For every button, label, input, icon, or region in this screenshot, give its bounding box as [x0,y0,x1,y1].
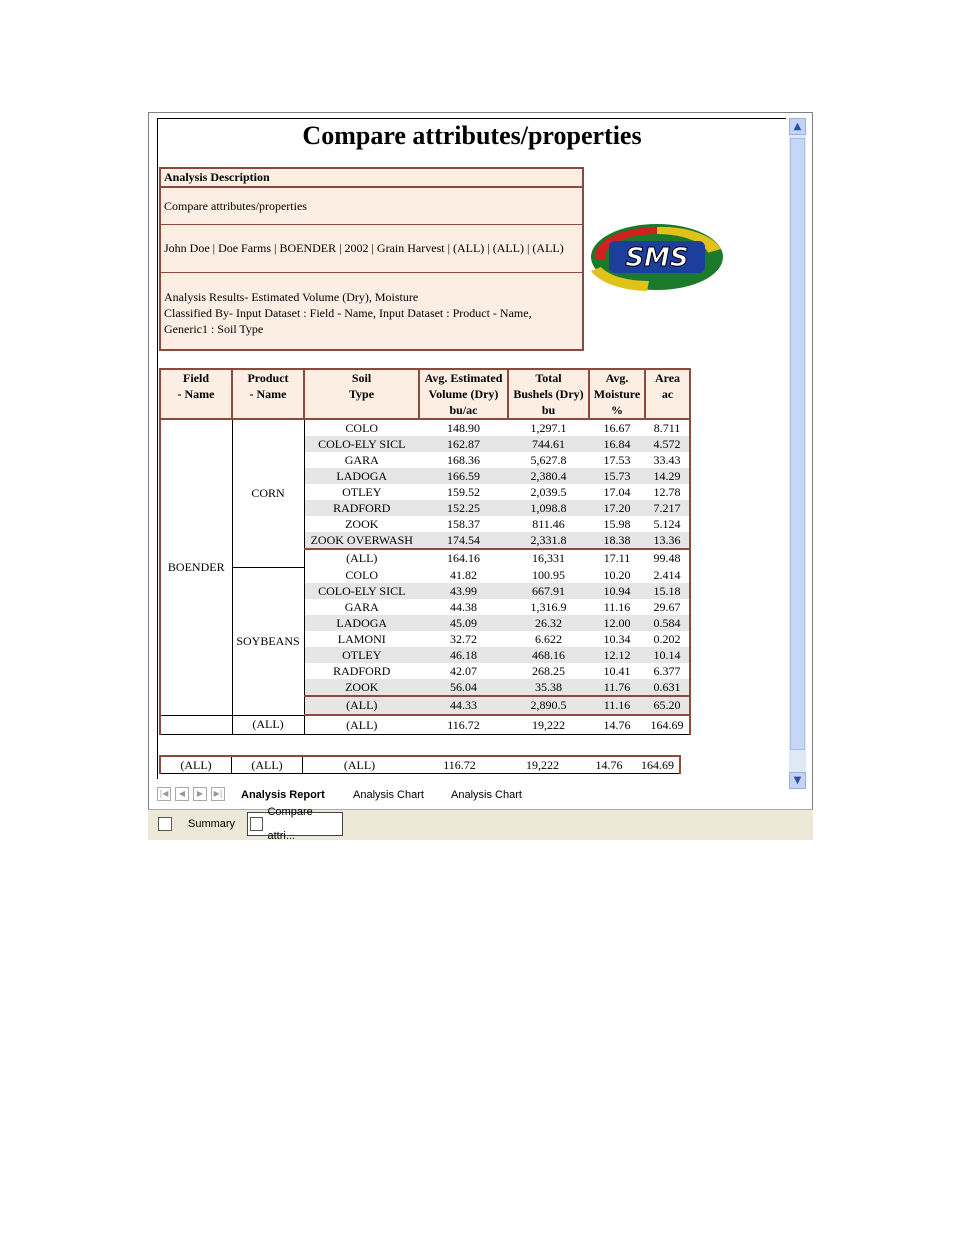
table-cell: 16,331 [508,549,589,567]
table-cell: 17.53 [603,453,631,467]
table-cell: 35.38 [508,679,589,696]
table-cell: 18.38 [589,532,645,549]
grand-volume: 116.72 [416,756,503,774]
header-field: Field - Name [160,369,232,419]
table-cell: 15.73 [589,468,645,484]
table-cell: 667.91 [508,583,589,599]
table-cell: LADOGA [304,468,419,484]
table-cell: 10.41 [603,664,631,678]
table-cell: 152.25 [419,500,508,516]
table-cell: (ALL) [304,696,419,715]
prev-sheet-icon[interactable]: ◀ [175,787,189,801]
field-total-row [160,715,690,735]
table-cell: 15.98 [603,517,631,531]
field-name-cell: BOENDER [160,419,232,715]
grand-bushels: 19,222 [503,756,582,774]
blank-cell [160,715,232,735]
table-cell: 17.04 [603,485,631,499]
table-cell: 159.52 [447,485,480,499]
table-cell: 10.94 [589,583,645,599]
table-cell: 16.84 [589,436,645,452]
table-cell: 11.76 [589,679,645,696]
scroll-down-icon[interactable]: ▼ [789,772,806,789]
header-total-bushels: Total Bushels (Dry) bu [508,369,589,419]
sheet-tabs-bar [157,784,797,804]
table-cell: 6.377 [645,663,690,679]
table-cell: 12.78 [645,484,690,500]
table-cell: 26.32 [508,615,589,631]
table-cell: GARA [304,452,419,468]
table-cell: 11.16 [589,696,645,715]
table-cell: 14.29 [645,468,690,484]
description-line-1: Compare attributes/properties [161,188,582,225]
table-cell: 41.82 [450,568,477,582]
table-body [160,419,690,735]
table-cell: 2,380.4 [508,468,589,484]
table-cell: 811.46 [532,517,565,531]
table-cell: 16.67 [603,421,631,435]
table-row [160,567,690,583]
table-cell: 164.16 [419,549,508,567]
table-cell: ZOOK OVERWASH [304,532,419,549]
description-classified: Classified By- Input Dataset : Field - Name, Input Dataset : Product - Name, [164,306,532,320]
table-cell: 5.124 [645,516,690,532]
task-compare[interactable] [247,806,343,842]
table-cell: ZOOK [304,679,419,696]
table-cell: 43.99 [419,583,508,599]
scroll-thumb[interactable] [790,138,805,750]
analysis-description-header: Analysis Description [161,169,582,188]
table-cell: 19,222 [508,715,589,735]
table-cell: 8.711 [645,419,690,436]
table-cell: 44.38 [450,600,477,614]
tab-analysis-report[interactable]: Analysis Report [241,789,325,801]
table-cell: 12.12 [589,647,645,663]
first-sheet-icon[interactable]: |◀ [157,787,171,801]
vertical-scrollbar[interactable] [789,118,806,789]
header-avg-moisture: Avg. Moisture % [589,369,645,419]
tab-analysis-chart-2[interactable]: Analysis Chart [451,789,522,801]
next-sheet-icon[interactable]: ▶ [193,787,207,801]
table-cell: 158.37 [447,517,480,531]
table-cell: 65.20 [645,696,690,715]
table-cell: 17.11 [589,549,645,567]
table-cell: 29.67 [645,599,690,615]
table-cell: 12.00 [589,615,645,631]
table-cell: 0.631 [645,679,690,696]
report-window [148,112,813,842]
table-cell: 148.90 [447,421,480,435]
table-cell: 166.59 [419,468,508,484]
table-cell: (ALL) [232,715,304,735]
table-cell: 56.04 [419,679,508,696]
table-cell: 32.72 [450,632,477,646]
table-cell: COLO-ELY SICL [304,583,419,599]
grand-soil: (ALL) [303,756,417,774]
summary-icon [158,817,172,831]
task-compare-label: Compare attri... [267,806,313,842]
table-row [160,419,690,436]
task-summary[interactable] [158,812,235,836]
task-summary-label: Summary [188,818,236,830]
table-cell: (ALL) [304,715,419,735]
table-cell: 468.16 [508,647,589,663]
table-cell: 1,098.8 [508,500,589,516]
table-cell: 10.14 [645,647,690,663]
table-cell: 174.54 [419,532,508,549]
table-cell: RADFORD [304,500,419,516]
table-cell: LAMONI [304,631,419,647]
table-cell: 1,297.1 [530,421,567,435]
table-cell: 0.202 [645,631,690,647]
table-cell: 1,316.9 [530,600,567,614]
table-cell: 2,039.5 [530,485,567,499]
logo-text: SMS [625,243,689,273]
table-cell: 100.95 [532,568,565,582]
product-name-cell: CORN [232,419,304,567]
header-soil-type: Soil Type [304,369,419,419]
table-cell: 13.36 [645,532,690,549]
header-avg-volume: Avg. Estimated Volume (Dry) bu/ac [419,369,508,419]
table-cell: 44.33 [419,696,508,715]
table-cell: 2.414 [645,567,690,583]
table-cell: 45.09 [419,615,508,631]
report-page [157,118,786,779]
description-line-3 [161,273,582,349]
grand-product: (ALL) [232,756,303,774]
table-cell: COLO-ELY SICL [304,436,419,452]
description-line-2: John Doe | Doe Farms | BOENDER | 2002 | Grain Harvest | (ALL) | (ALL) | (ALL) [161,225,582,273]
description-results: Analysis Results- Estimated Volume (Dry), Moisture [164,290,419,304]
table-cell: 5,627.8 [530,453,567,467]
table-cell: 10.20 [603,568,631,582]
table-cell: 42.07 [450,664,477,678]
grand-total-table [159,755,681,774]
scroll-up-icon[interactable]: ▲ [789,118,806,135]
table-cell: 268.25 [532,664,565,678]
table-cell: 168.36 [447,453,480,467]
sms-logo [587,219,729,295]
product-name-cell: SOYBEANS [232,567,304,715]
table-cell: 17.20 [589,500,645,516]
grand-field: (ALL) [160,756,232,774]
table-cell: OTLEY [304,647,419,663]
table-cell: 162.87 [419,436,508,452]
table-cell: 0.584 [645,615,690,631]
table-cell: 11.16 [603,600,631,614]
table-cell: 164.69 [645,715,690,735]
header-product: Product - Name [232,369,304,419]
table-cell: (ALL) [304,549,419,567]
table-cell: 33.43 [645,452,690,468]
table-cell: RADFORD [304,663,419,679]
description-generic: Generic1 : Soil Type [164,322,264,336]
table-cell: COLO [304,567,419,583]
grand-total-row [160,756,680,774]
table-header-row [160,369,690,419]
table-cell: 2,890.5 [508,696,589,715]
table-cell: OTLEY [304,484,419,500]
table-cell: 7.217 [645,500,690,516]
document-taskbar [148,806,813,842]
table-cell: LADOGA [304,615,419,631]
tab-analysis-chart-1[interactable]: Analysis Chart [353,789,424,801]
results-table [159,368,691,735]
grand-area: 164.69 [636,756,680,774]
table-cell: 116.72 [419,715,508,735]
report-icon [250,817,263,831]
table-cell: 46.18 [419,647,508,663]
table-cell: 4.572 [645,436,690,452]
table-cell: 15.18 [645,583,690,599]
table-cell: 99.48 [645,549,690,567]
grand-moisture: 14.76 [582,756,636,774]
analysis-description-box [159,167,584,351]
table-cell: ZOOK [304,516,419,532]
report-title: Compare attributes/properties [302,121,642,150]
table-cell: GARA [304,599,419,615]
table-cell: 2,331.8 [508,532,589,549]
table-cell: 744.61 [508,436,589,452]
table-cell: 14.76 [589,715,645,735]
header-area: Area ac [645,369,690,419]
last-sheet-icon[interactable]: ▶| [211,787,225,801]
table-cell: COLO [304,419,419,436]
table-cell: 6.622 [535,632,562,646]
table-cell: 10.34 [603,632,631,646]
